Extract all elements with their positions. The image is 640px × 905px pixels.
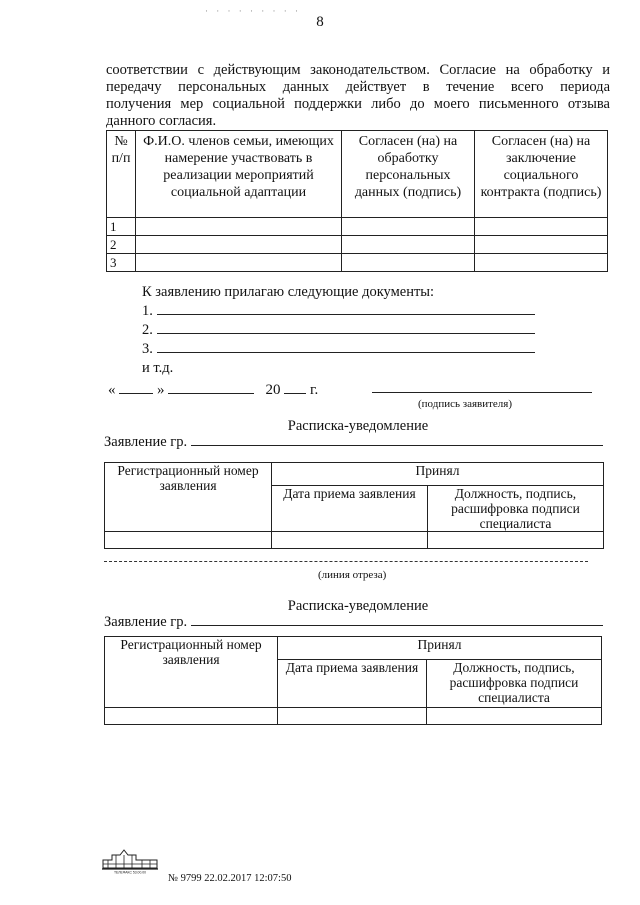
date-line: « » 20 г. bbox=[108, 382, 319, 398]
table-header-row bbox=[107, 131, 608, 218]
header-fio: Ф.И.О. членов семьи, имеющих намерение участвовать в реализации мероприятий социальной адаптации bbox=[136, 131, 342, 218]
fio-cell[interactable] bbox=[136, 236, 342, 254]
position-header: Должность, подпись, расшифровка подписи специалиста bbox=[427, 660, 602, 708]
table-row bbox=[105, 708, 602, 725]
consent-data-cell[interactable] bbox=[342, 218, 475, 236]
applicant-name-field[interactable] bbox=[191, 432, 603, 446]
paragraph-line: соответствии с действующим законодательством. Согласие на обработку и bbox=[106, 62, 610, 78]
documents-etc: и т.д. bbox=[142, 360, 174, 376]
row-number: 2 bbox=[107, 236, 136, 254]
cut-line bbox=[104, 561, 588, 562]
table-row bbox=[105, 532, 604, 549]
applicant-signature-field[interactable] bbox=[372, 392, 592, 393]
table-row bbox=[107, 236, 608, 254]
position-header: Должность, подпись, расшифровка подписи специалиста bbox=[428, 486, 604, 532]
date-cell[interactable] bbox=[272, 532, 428, 549]
paragraph-line: данного согласия. bbox=[106, 113, 217, 129]
header-consent-data: Согласен (на) на обработку персональных данных (подпись) bbox=[342, 131, 475, 218]
receipt-title: Расписка-уведомление bbox=[287, 418, 429, 434]
paragraph-line: получения мер социальной поддержки либо до моего письменного отзыва bbox=[106, 96, 610, 112]
receipt-application-line: Заявление гр. bbox=[104, 612, 603, 631]
header-number: № п/п bbox=[107, 131, 136, 218]
fio-cell[interactable] bbox=[136, 218, 342, 236]
document-item: 2. bbox=[142, 321, 535, 340]
paragraph-line: передачу персональных данных действует в течение всего периода bbox=[106, 79, 610, 95]
date-header: Дата приема заявления bbox=[278, 660, 427, 708]
applicant-name-field[interactable] bbox=[191, 612, 603, 626]
consent-contract-cell[interactable] bbox=[475, 218, 608, 236]
consent-paragraph bbox=[106, 62, 610, 130]
consent-data-cell[interactable] bbox=[342, 254, 475, 272]
building-stamp-icon bbox=[100, 848, 160, 874]
row-number: 1 bbox=[107, 218, 136, 236]
scan-artifact: · · · · · · · · · bbox=[205, 6, 301, 16]
header-consent-contract: Согласен (на) на заключение социального контракта (подпись) bbox=[475, 131, 608, 218]
year-field[interactable] bbox=[284, 380, 306, 394]
receipt-title: Расписка-уведомление bbox=[287, 598, 429, 614]
date-header: Дата приема заявления bbox=[272, 486, 428, 532]
document-field[interactable] bbox=[157, 321, 535, 334]
reg-number-cell[interactable] bbox=[105, 532, 272, 549]
receipt-application-line: Заявление гр. bbox=[104, 432, 603, 451]
documents-heading: К заявлению прилагаю следующие документы: bbox=[142, 284, 435, 300]
row-number: 3 bbox=[107, 254, 136, 272]
page-number: 8 bbox=[316, 14, 324, 30]
document-item: 1. bbox=[142, 302, 535, 321]
day-field[interactable] bbox=[119, 380, 153, 394]
position-cell[interactable] bbox=[428, 532, 604, 549]
consent-data-cell[interactable] bbox=[342, 236, 475, 254]
stamp-text: ТЕЛЕФАКС 53.00.00 bbox=[113, 870, 147, 874]
document-field[interactable] bbox=[157, 340, 535, 353]
accepted-header: Принял bbox=[278, 637, 602, 660]
cut-line-caption: (линия отреза) bbox=[318, 569, 387, 581]
receipt-table bbox=[104, 636, 602, 725]
month-field[interactable] bbox=[168, 380, 254, 394]
attached-documents bbox=[142, 283, 535, 378]
table-row bbox=[107, 218, 608, 236]
fax-footer: № 9799 22.02.2017 12:07:50 bbox=[168, 873, 292, 884]
table-row bbox=[107, 254, 608, 272]
family-members-table bbox=[106, 130, 608, 272]
receipt-table bbox=[104, 462, 604, 549]
consent-contract-cell[interactable] bbox=[475, 254, 608, 272]
reg-number-header: Регистрационный номер заявления bbox=[105, 463, 272, 532]
date-cell[interactable] bbox=[278, 708, 427, 725]
reg-number-header: Регистрационный номер заявления bbox=[105, 637, 278, 708]
consent-contract-cell[interactable] bbox=[475, 236, 608, 254]
accepted-header: Принял bbox=[272, 463, 604, 486]
reg-number-cell[interactable] bbox=[105, 708, 278, 725]
signature-caption: (подпись заявителя) bbox=[418, 398, 513, 410]
position-cell[interactable] bbox=[427, 708, 602, 725]
document-field[interactable] bbox=[157, 302, 535, 315]
document-item: 3. bbox=[142, 340, 535, 359]
fio-cell[interactable] bbox=[136, 254, 342, 272]
